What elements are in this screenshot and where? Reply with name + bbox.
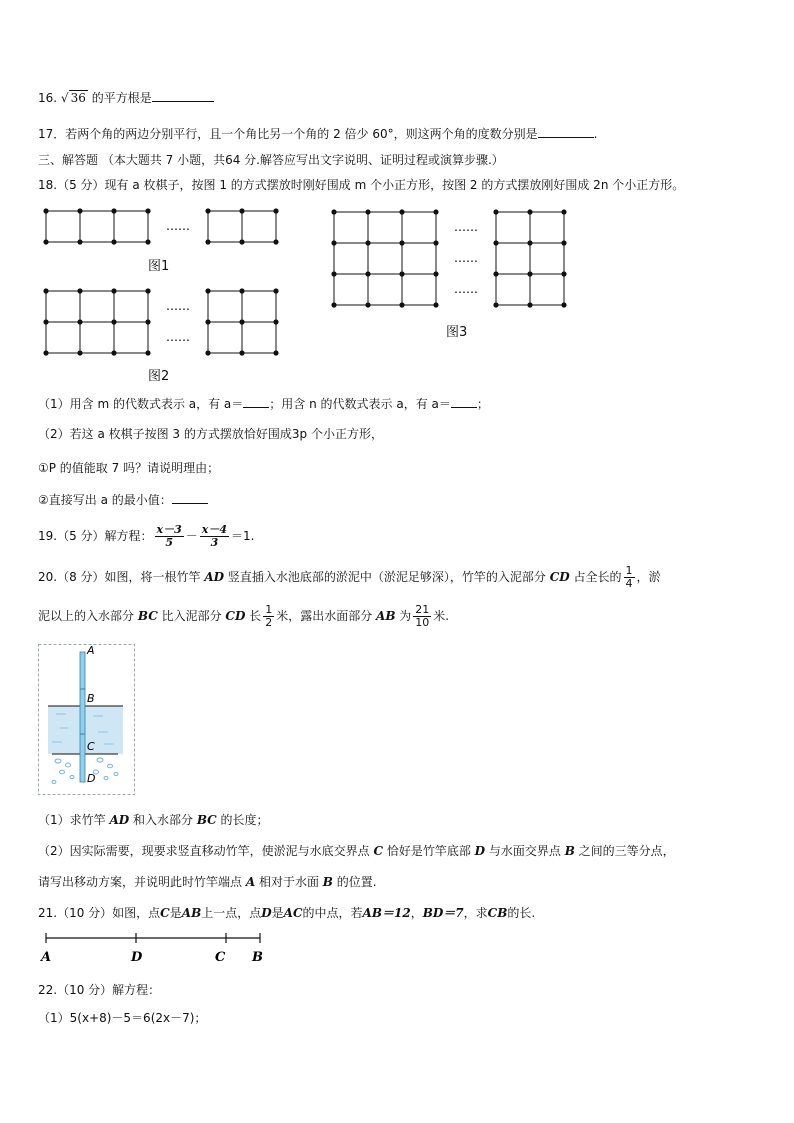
chess-piece-dot [205, 239, 210, 244]
fraction: $\frac{x-3}{5}$ [156, 523, 182, 549]
chess-piece-dot [493, 240, 498, 245]
chess-piece-dot [527, 302, 532, 307]
chess-piece-dot [43, 288, 48, 293]
fraction: $\frac{1}{2}$ [265, 603, 273, 629]
answer-blank [451, 407, 477, 408]
ellipsis: …… [166, 330, 190, 344]
q18-part2-1: ①P 的值能取 7 吗？请说明理由； [38, 461, 220, 475]
chess-piece-dot [111, 319, 116, 324]
q21: 21.（10 分）如图，点C是AB上一点，点D是AC的中点，若AB＝12，BD＝7，求CB的长. [38, 906, 536, 920]
q20-part2-cont: 请写出移动方案，并说明此时竹竿端点 A 相对于水面 B 的位置. [38, 875, 377, 889]
chess-piece-dot [433, 240, 438, 245]
chess-piece-dot [239, 319, 244, 324]
label-d: D [87, 772, 96, 785]
chess-piece-dot [527, 240, 532, 245]
figure-3-grid [328, 206, 573, 311]
chess-piece-dot [239, 350, 244, 355]
chess-piece-dot [239, 239, 244, 244]
chess-piece-dot [239, 288, 244, 293]
chess-piece-dot [205, 208, 210, 213]
fraction: $\frac{21}{10}$ [415, 603, 430, 629]
chess-piece-dot [365, 209, 370, 214]
chess-piece-dot [493, 271, 498, 276]
chess-piece-dot [145, 319, 150, 324]
q20-line2: 泥以上的入水部分 BC 比入泥部分 CD 长 $\frac{1}{2}$ 米，露出水面部分 AB 为 $\frac{21}{10}$ 米. [38, 603, 450, 629]
chess-piece-dot [433, 271, 438, 276]
chess-piece-dot [77, 208, 82, 213]
chess-piece-dot [43, 350, 48, 355]
chess-piece-dot [205, 319, 210, 324]
chess-piece-dot [111, 239, 116, 244]
chess-piece-dot [205, 350, 210, 355]
chess-piece-dot [331, 209, 336, 214]
figure-2-grid [40, 285, 285, 359]
chess-piece-dot [111, 208, 116, 213]
q20-part2: （2）因实际需要，现要求竖直移动竹竿，使淤泥与水底交界点 C 恰好是竹竿底部 D 与水面交界点 B 之间的三等分点， [38, 844, 675, 858]
point-b: B [252, 950, 263, 965]
chess-piece-dot [399, 302, 404, 307]
ellipsis: …… [454, 282, 478, 296]
q20-part1: （1）求竹竿 AD 和入水部分 BC 的长度； [38, 813, 269, 827]
answer-blank [152, 101, 214, 102]
figure-3-caption: 图3 [446, 325, 468, 340]
section-heading: 三、解答题 （本大题共 7 小题，共64 分.解答应写出文字说明、证明过程或演算步骤.） [38, 153, 504, 167]
chess-piece-dot [205, 288, 210, 293]
chess-piece-dot [527, 209, 532, 214]
fraction: $\frac{x-4}{3}$ [201, 523, 227, 549]
chess-piece-dot [145, 208, 150, 213]
ellipsis: …… [454, 220, 478, 234]
figure-1-caption: 图1 [148, 259, 170, 274]
chess-piece-dot [365, 271, 370, 276]
chess-piece-dot [77, 350, 82, 355]
chess-piece-dot [111, 288, 116, 293]
chess-piece-dot [399, 240, 404, 245]
chess-piece-dot [493, 209, 498, 214]
q20-line1: 20.（8 分）如图，将一根竹竿 AD 竖直插入水池底部的淤泥中（淤泥足够深），竹竿的入泥部分 CD 占全长的 $\frac{1}{4}$ ，淤 [38, 564, 661, 590]
chess-piece-dot [145, 288, 150, 293]
chess-piece-dot [331, 240, 336, 245]
ellipsis: …… [166, 219, 190, 233]
chess-piece-dot [365, 302, 370, 307]
q18-part2: （2）若这 a 枚棋子按图 3 的方式摆放恰好围成3p 个小正方形， [38, 427, 383, 441]
chess-piece-dot [77, 319, 82, 324]
chess-piece-dot [433, 209, 438, 214]
chess-piece-dot [561, 271, 566, 276]
chess-piece-dot [273, 288, 278, 293]
q22: 22.（10 分）解方程： [38, 983, 161, 997]
segment-figure [38, 930, 268, 966]
chess-piece-dot [111, 350, 116, 355]
point-c: C [215, 950, 226, 965]
chess-piece-dot [145, 239, 150, 244]
q17: 17．若两个角的两边分别平行，且一个角比另一个角的 2 倍少 60°，则这两个角的度数分别是 . [38, 127, 598, 141]
chess-piece-dot [273, 319, 278, 324]
q22-part1: （1）5(x+8)－5＝6(2x－7)； [38, 1011, 207, 1025]
chess-piece-dot [399, 209, 404, 214]
point-d: D [131, 950, 143, 965]
chess-piece-dot [399, 271, 404, 276]
chess-piece-dot [77, 239, 82, 244]
q19: 19.（5 分）解方程： $\frac{x-3}{5}$ － $\frac{x-4}{3}$ ＝1. [38, 523, 255, 549]
chess-piece-dot [331, 302, 336, 307]
q18-stem: 18.（5 分）现有 a 枚棋子，按图 1 的方式摆放时刚好围成 m 个小正方形，按图 2 的方式摆放刚好围成 2n 个小正方形。 [38, 178, 685, 192]
bamboo-pole-figure [38, 644, 136, 796]
label-b: B [87, 692, 95, 705]
figure-2-caption: 图2 [148, 369, 170, 384]
chess-piece-dot [273, 208, 278, 213]
point-a: A [41, 950, 52, 965]
chess-piece-dot [433, 302, 438, 307]
chess-piece-dot [43, 319, 48, 324]
sqrt-expression: √ 36 [60, 91, 86, 105]
chess-piece-dot [365, 240, 370, 245]
chess-piece-dot [77, 288, 82, 293]
chess-piece-dot [145, 350, 150, 355]
answer-blank [243, 407, 269, 408]
figure-1-grid [40, 205, 285, 248]
chess-piece-dot [331, 271, 336, 276]
q18-part1: （1）用含 m 的代数式表示 a，有 a＝ ；用含 n 的代数式表示 a，有 a＝ ； [38, 397, 489, 411]
chess-piece-dot [43, 239, 48, 244]
chess-piece-dot [239, 208, 244, 213]
chess-piece-dot [561, 302, 566, 307]
ellipsis: …… [454, 251, 478, 265]
answer-blank [538, 137, 594, 138]
label-c: C [87, 740, 95, 753]
q16: 16. √ 36 的平方根是 [38, 90, 214, 106]
answer-blank [172, 503, 208, 504]
fraction: $\frac{1}{4}$ [625, 564, 633, 590]
ellipsis: …… [166, 299, 190, 313]
chess-piece-dot [561, 240, 566, 245]
chess-piece-dot [561, 209, 566, 214]
chess-piece-dot [273, 350, 278, 355]
q18-part2-2: ②直接写出 a 的最小值： [38, 492, 208, 508]
chess-piece-dot [43, 208, 48, 213]
chess-piece-dot [493, 302, 498, 307]
chess-piece-dot [527, 271, 532, 276]
chess-piece-dot [273, 239, 278, 244]
label-a: A [87, 644, 95, 657]
